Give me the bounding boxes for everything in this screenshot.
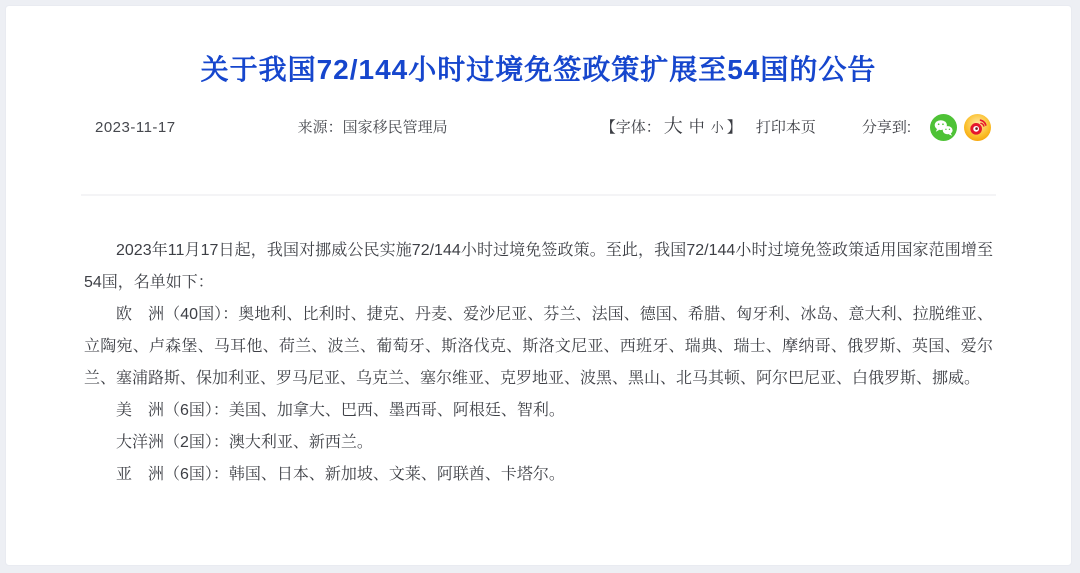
article-meta-bar: [81, 113, 996, 142]
font-size-medium-button[interactable]: 中: [688, 119, 705, 136]
weibo-icon[interactable]: [964, 114, 991, 141]
paragraph-asia: 亚 洲（6国）：韩国、日本、新加坡、文莱、阿联酋、卡塔尔。: [116, 466, 565, 483]
paragraph-intro: 2023年11月17日起，我国对挪威公民实施72/144小时过境免签政策。至此，我国72/144小时过境免签政策适用国家范围增至54国，名单如下：: [84, 242, 993, 291]
font-selector-prefix: 【字体：: [600, 119, 661, 136]
source-label: 来源：国家移民管理局: [297, 118, 448, 136]
article-card: [5, 5, 1072, 566]
paragraph-oceania: 大洋洲（2国）：澳大利亚、新西兰。: [116, 434, 373, 451]
font-size-selector: [601, 113, 742, 142]
share-to-label: 分享到:: [861, 118, 911, 136]
paragraph-america: 美 洲（6国）：美国、加拿大、巴西、墨西哥、阿根廷、智利。: [116, 402, 565, 419]
article-body: [84, 235, 993, 491]
publish-date: 2023-11-17: [95, 118, 176, 136]
paragraph-europe: 欧 洲（40国）：奥地利、比利时、捷克、丹麦、爱沙尼亚、芬兰、法国、德国、希腊、匈牙利、冰岛、意大利、拉脱维亚、立陶宛、卢森堡、马耳他、荷兰、波兰、葡萄牙、斯洛伐克、斯洛文尼亚、西班牙、瑞典、瑞士、摩纳哥、俄罗斯、英国、爱尔兰、塞浦路斯、保加利亚、罗马尼亚、乌克兰、塞尔维亚、克罗地亚、波黑、黑山、北马其顿、阿尔巴尼亚、白俄罗斯、挪威。: [84, 306, 993, 387]
font-size-large-button[interactable]: 大: [663, 116, 683, 137]
font-selector-suffix: 】: [726, 119, 742, 136]
print-page-button[interactable]: 打印本页: [755, 118, 816, 136]
header-divider: [81, 194, 996, 196]
page-title: 关于我国72/144小时过境免签政策扩展至54国的公告: [200, 54, 877, 85]
article-tools: [601, 113, 991, 142]
share-bar: [862, 114, 991, 142]
wechat-icon[interactable]: [930, 114, 957, 141]
font-size-small-button[interactable]: 小: [710, 120, 724, 135]
